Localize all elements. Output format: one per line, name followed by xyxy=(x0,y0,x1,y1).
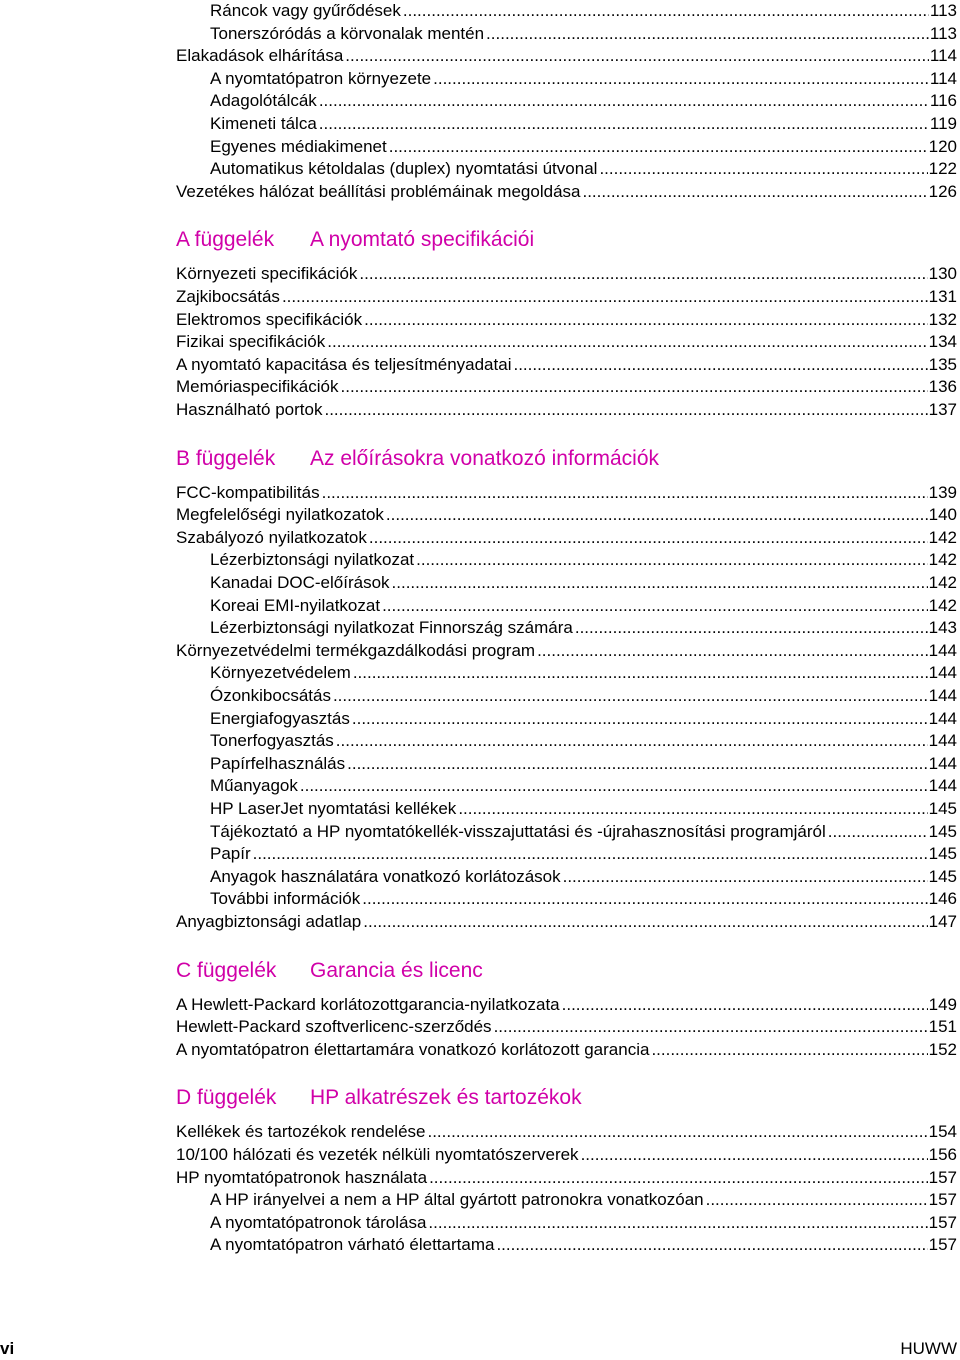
toc-entry-title: Papír xyxy=(210,844,251,864)
toc-entry-title: A nyomtatópatron élettartamára vonatkozó korlátozott garancia xyxy=(176,1039,650,1059)
toc-entry-title: Tonerfogyasztás xyxy=(210,731,334,751)
dot-leader xyxy=(403,0,929,22)
appendix-title: HP alkatrészek és tartozékok xyxy=(310,1086,582,1110)
toc-entry[interactable] xyxy=(210,113,957,135)
toc-entry[interactable] xyxy=(210,617,957,639)
toc-entry-page: 119 xyxy=(929,114,957,133)
toc-entry-page: 143 xyxy=(928,618,957,638)
toc-entry-page: 126 xyxy=(928,181,957,201)
toc-entry-page: 142 xyxy=(928,595,957,615)
dot-leader xyxy=(386,504,928,526)
toc-entry-title: Anyagok használatára vonatkozó korlátozások xyxy=(210,866,561,886)
toc-entry-title: Használható portok xyxy=(176,400,323,419)
toc-entry[interactable] xyxy=(210,0,957,22)
appendix-title: Garancia és licenc xyxy=(310,958,483,982)
toc-entry-title: Papírfelhasználás xyxy=(210,753,346,773)
toc-entry[interactable] xyxy=(210,753,957,775)
toc-entry[interactable] xyxy=(176,1039,957,1061)
toc-entry[interactable] xyxy=(176,376,957,398)
toc-entry[interactable] xyxy=(176,1121,957,1143)
appendix-label: D függelék xyxy=(176,1086,277,1110)
toc-entry[interactable] xyxy=(210,888,957,910)
toc-entry-page: 144 xyxy=(928,731,957,751)
toc-entry-page: 137 xyxy=(928,400,957,419)
toc-entry-page: 113 xyxy=(929,1,957,20)
toc-entry-page: 131 xyxy=(928,287,957,306)
toc-entry[interactable] xyxy=(176,181,957,203)
toc-entry-title: Elektromos specifikációk xyxy=(176,309,363,329)
toc-entry-page: 144 xyxy=(928,686,957,705)
toc-entry-page: 157 xyxy=(928,1190,957,1210)
dot-leader xyxy=(282,286,928,308)
toc-entry[interactable] xyxy=(176,263,957,285)
dot-leader xyxy=(706,1189,928,1211)
toc-entry-title: A nyomtatópatron várható élettartama xyxy=(210,1235,495,1255)
toc-entry[interactable] xyxy=(176,1167,957,1189)
toc-entry-page: 132 xyxy=(928,309,957,329)
toc-entry-title: Ózonkibocsátás xyxy=(210,686,331,705)
dot-leader xyxy=(575,617,928,639)
toc-entry-page: 146 xyxy=(928,889,957,909)
toc-entry-title: Műanyagok xyxy=(210,776,298,796)
toc-entry-title: Környezetvédelmi termékgazdálkodási program xyxy=(176,640,536,660)
toc-entry-title: Megfelelőségi nyilatkozatok xyxy=(176,505,384,525)
toc-entry-title: A Hewlett-Packard korlátozottgarancia-nyilatkozata xyxy=(176,994,560,1014)
toc-entry-title: Memóriaspecifikációk xyxy=(176,377,339,397)
toc-entry[interactable] xyxy=(210,1189,957,1211)
toc-entry-title: 10/100 hálózati és vezeték nélküli nyomtatószerverek xyxy=(176,1145,579,1164)
toc-entry[interactable] xyxy=(176,309,957,331)
dot-leader xyxy=(333,685,928,707)
toc-entry[interactable] xyxy=(210,866,957,888)
dot-leader xyxy=(322,482,928,504)
toc-entry-title: Zajkibocsátás xyxy=(176,287,280,306)
toc-entry[interactable] xyxy=(176,354,957,376)
toc-entry-title: Egyenes médiakimenet xyxy=(210,136,387,156)
dot-leader xyxy=(362,888,927,910)
appendix-heading xyxy=(176,956,483,986)
toc-entry-page: 130 xyxy=(928,264,957,284)
toc-entry-page: 147 xyxy=(928,912,957,931)
toc-entry[interactable] xyxy=(176,286,957,308)
toc-entry-page: 156 xyxy=(928,1145,957,1164)
appendix-label: B függelék xyxy=(176,446,276,470)
dot-leader xyxy=(458,798,927,820)
toc-entry[interactable] xyxy=(176,331,957,353)
toc-entry[interactable] xyxy=(210,23,957,45)
dot-leader xyxy=(300,775,928,797)
dot-leader xyxy=(537,640,928,662)
toc-entry-title: HP LaserJet nyomtatási kellékek xyxy=(210,799,457,818)
toc-entry-page: 144 xyxy=(928,640,957,660)
toc-entry-page: 157 xyxy=(928,1235,957,1255)
toc-entry-page: 151 xyxy=(928,1017,957,1037)
dot-leader xyxy=(486,23,929,45)
toc-entry[interactable] xyxy=(210,662,957,684)
toc-entry[interactable] xyxy=(176,482,957,504)
toc-entry-title: Környezeti specifikációk xyxy=(176,264,358,284)
toc-entry-page: 116 xyxy=(929,91,957,111)
document-code: HUWW xyxy=(900,1339,957,1358)
toc-entry-title: Lézerbiztonsági nyilatkozat Finnország számára xyxy=(210,618,573,638)
toc-entry-title: Automatikus kétoldalas (duplex) nyomtatási útvonal xyxy=(210,159,598,179)
toc-entry-title: Ráncok vagy gyűrődések xyxy=(210,1,401,20)
toc-entry-page: 145 xyxy=(928,799,957,818)
dot-leader xyxy=(582,181,927,203)
dot-leader xyxy=(324,399,927,421)
dot-leader xyxy=(319,113,929,135)
toc-entry-page: 134 xyxy=(928,332,957,352)
appendix-heading xyxy=(176,1083,582,1113)
toc-entry[interactable] xyxy=(210,158,957,180)
dot-leader xyxy=(352,708,928,730)
toc-entry-page: 114 xyxy=(929,68,957,88)
toc-entry-page: 145 xyxy=(928,866,957,886)
toc-entry-title: További információk xyxy=(210,889,361,909)
toc-entry-title: A nyomtatópatronok tárolása xyxy=(210,1212,427,1232)
toc-entry[interactable] xyxy=(210,1212,957,1234)
toc-entry-page: 144 xyxy=(928,753,957,773)
dot-leader xyxy=(253,843,928,865)
toc-entry[interactable] xyxy=(210,843,957,865)
toc-entry[interactable] xyxy=(210,775,957,797)
dot-leader xyxy=(581,1144,928,1166)
toc-entry-page: 142 xyxy=(928,527,957,547)
dot-leader xyxy=(828,821,928,843)
toc-entry-page: 139 xyxy=(928,482,957,502)
toc-entry-page: 157 xyxy=(928,1167,957,1187)
toc-entry-title: HP nyomtatópatronok használata xyxy=(176,1167,428,1187)
toc-entry-page: 142 xyxy=(928,550,957,570)
toc-entry-page: 140 xyxy=(928,505,957,525)
dot-leader xyxy=(347,753,927,775)
toc-entry-page: 145 xyxy=(928,844,957,864)
dot-leader xyxy=(494,1016,928,1038)
dot-leader xyxy=(427,1121,927,1143)
dot-leader xyxy=(353,662,928,684)
dot-leader xyxy=(364,309,928,331)
toc-entry-title: A nyomtató kapacitása és teljesítményadatai xyxy=(176,354,512,374)
dot-leader xyxy=(428,1212,927,1234)
toc-entry-title: Energiafogyasztás xyxy=(210,708,350,728)
dot-leader xyxy=(336,730,928,752)
toc-entry[interactable] xyxy=(210,68,957,90)
toc-entry-page: 120 xyxy=(928,136,957,156)
toc-entry-title: Anyagbiztonsági adatlap xyxy=(176,912,362,931)
appendix-label: C függelék xyxy=(176,958,277,982)
toc-entry-page: 136 xyxy=(928,377,957,397)
dot-leader xyxy=(327,331,927,353)
toc-entry-page: 154 xyxy=(928,1122,957,1142)
toc-entry-page: 149 xyxy=(928,994,957,1014)
toc-entry[interactable] xyxy=(210,685,957,707)
toc-entry-page: 144 xyxy=(928,708,957,728)
toc-entry[interactable] xyxy=(210,549,957,571)
toc-entry[interactable] xyxy=(210,572,957,594)
toc-entry-page: 144 xyxy=(928,776,957,796)
toc-entry-title: Kanadai DOC-előírások xyxy=(210,573,390,592)
toc-entry-title: A nyomtatópatron környezete xyxy=(210,68,432,88)
toc-entry[interactable] xyxy=(176,504,957,526)
toc-entry[interactable] xyxy=(176,911,957,933)
dot-leader xyxy=(363,911,927,933)
appendix-title: Az előírásokra vonatkozó információk xyxy=(310,446,659,470)
dot-leader xyxy=(369,527,928,549)
page-number: vi xyxy=(0,1339,15,1358)
toc-entry[interactable] xyxy=(176,994,957,1016)
appendix-heading xyxy=(176,444,659,474)
toc-entry[interactable] xyxy=(176,527,957,549)
toc-entry-title: Tonerszóródás a körvonalak mentén xyxy=(210,23,485,43)
toc-entry-page: 114 xyxy=(929,46,957,66)
toc-entry-title: Hewlett-Packard szoftverlicenc-szerződés xyxy=(176,1017,492,1037)
dot-leader xyxy=(496,1234,927,1256)
toc-entry[interactable] xyxy=(176,399,957,421)
toc-entry[interactable] xyxy=(210,136,957,158)
dot-leader xyxy=(562,994,928,1016)
toc-entry-title: Tájékoztató a HP nyomtatókellék-visszajuttatási és -újrahasznosítási programjáról xyxy=(210,821,826,841)
toc-entry-title: Lézerbiztonsági nyilatkozat xyxy=(210,550,415,570)
toc-entry[interactable] xyxy=(210,730,957,752)
dot-leader xyxy=(429,1167,928,1189)
toc-entry[interactable] xyxy=(210,90,957,112)
toc-entry-title: Fizikai specifikációk xyxy=(176,332,326,352)
toc-entry[interactable] xyxy=(210,708,957,730)
toc-entry-page: 113 xyxy=(929,23,957,43)
dot-leader xyxy=(392,572,928,594)
toc-entry-page: 142 xyxy=(928,573,957,592)
toc-entry-page: 157 xyxy=(928,1212,957,1232)
toc-entry-title: Kimeneti tálca xyxy=(210,114,317,133)
dot-leader xyxy=(389,136,928,158)
toc-entry-page: 152 xyxy=(928,1039,957,1059)
toc-entry[interactable] xyxy=(176,1144,957,1166)
toc-entry[interactable] xyxy=(210,595,957,617)
appendix-heading xyxy=(176,225,534,255)
toc-entry-page: 135 xyxy=(928,354,957,374)
dot-leader xyxy=(563,866,928,888)
appendix-label: A függelék xyxy=(176,228,275,252)
dot-leader xyxy=(433,68,929,90)
toc-entry-title: FCC-kompatibilitás xyxy=(176,482,320,502)
toc-entry-page: 122 xyxy=(928,159,957,179)
toc-entry-title: Vezetékes hálózat beállítási problémáinak megoldása xyxy=(176,181,581,201)
dot-leader xyxy=(513,354,927,376)
toc-entry-title: Elakadások elhárítása xyxy=(176,46,344,66)
toc-entry-title: Adagolótálcák xyxy=(210,91,317,111)
appendix-title: A nyomtató specifikációi xyxy=(310,228,535,252)
toc-entry-title: Kellékek és tartozékok rendelése xyxy=(176,1122,426,1142)
toc-entry-title: Környezetvédelem xyxy=(210,663,351,683)
dot-leader xyxy=(341,376,928,398)
toc-entry[interactable] xyxy=(210,821,957,843)
dot-leader xyxy=(416,549,928,571)
toc-entry[interactable] xyxy=(176,45,957,67)
dot-leader xyxy=(651,1039,927,1061)
toc-entry-page: 145 xyxy=(928,821,957,841)
toc-entry-title: Koreai EMI-nyilatkozat xyxy=(210,595,381,615)
toc-entry-title: A HP irányelvei a nem a HP által gyártott patronokra vonatkozóan xyxy=(210,1190,704,1210)
dot-leader xyxy=(599,158,927,180)
toc-entry-page: 144 xyxy=(928,663,957,683)
toc-entry[interactable] xyxy=(176,1016,957,1038)
toc-entry[interactable] xyxy=(176,640,957,662)
dot-leader xyxy=(319,90,929,112)
dot-leader xyxy=(345,45,929,67)
toc-entry[interactable] xyxy=(210,1234,957,1256)
toc-entry[interactable] xyxy=(210,798,957,820)
dot-leader xyxy=(382,595,928,617)
dot-leader xyxy=(359,263,927,285)
toc-entry-title: Szabályozó nyilatkozatok xyxy=(176,527,367,547)
